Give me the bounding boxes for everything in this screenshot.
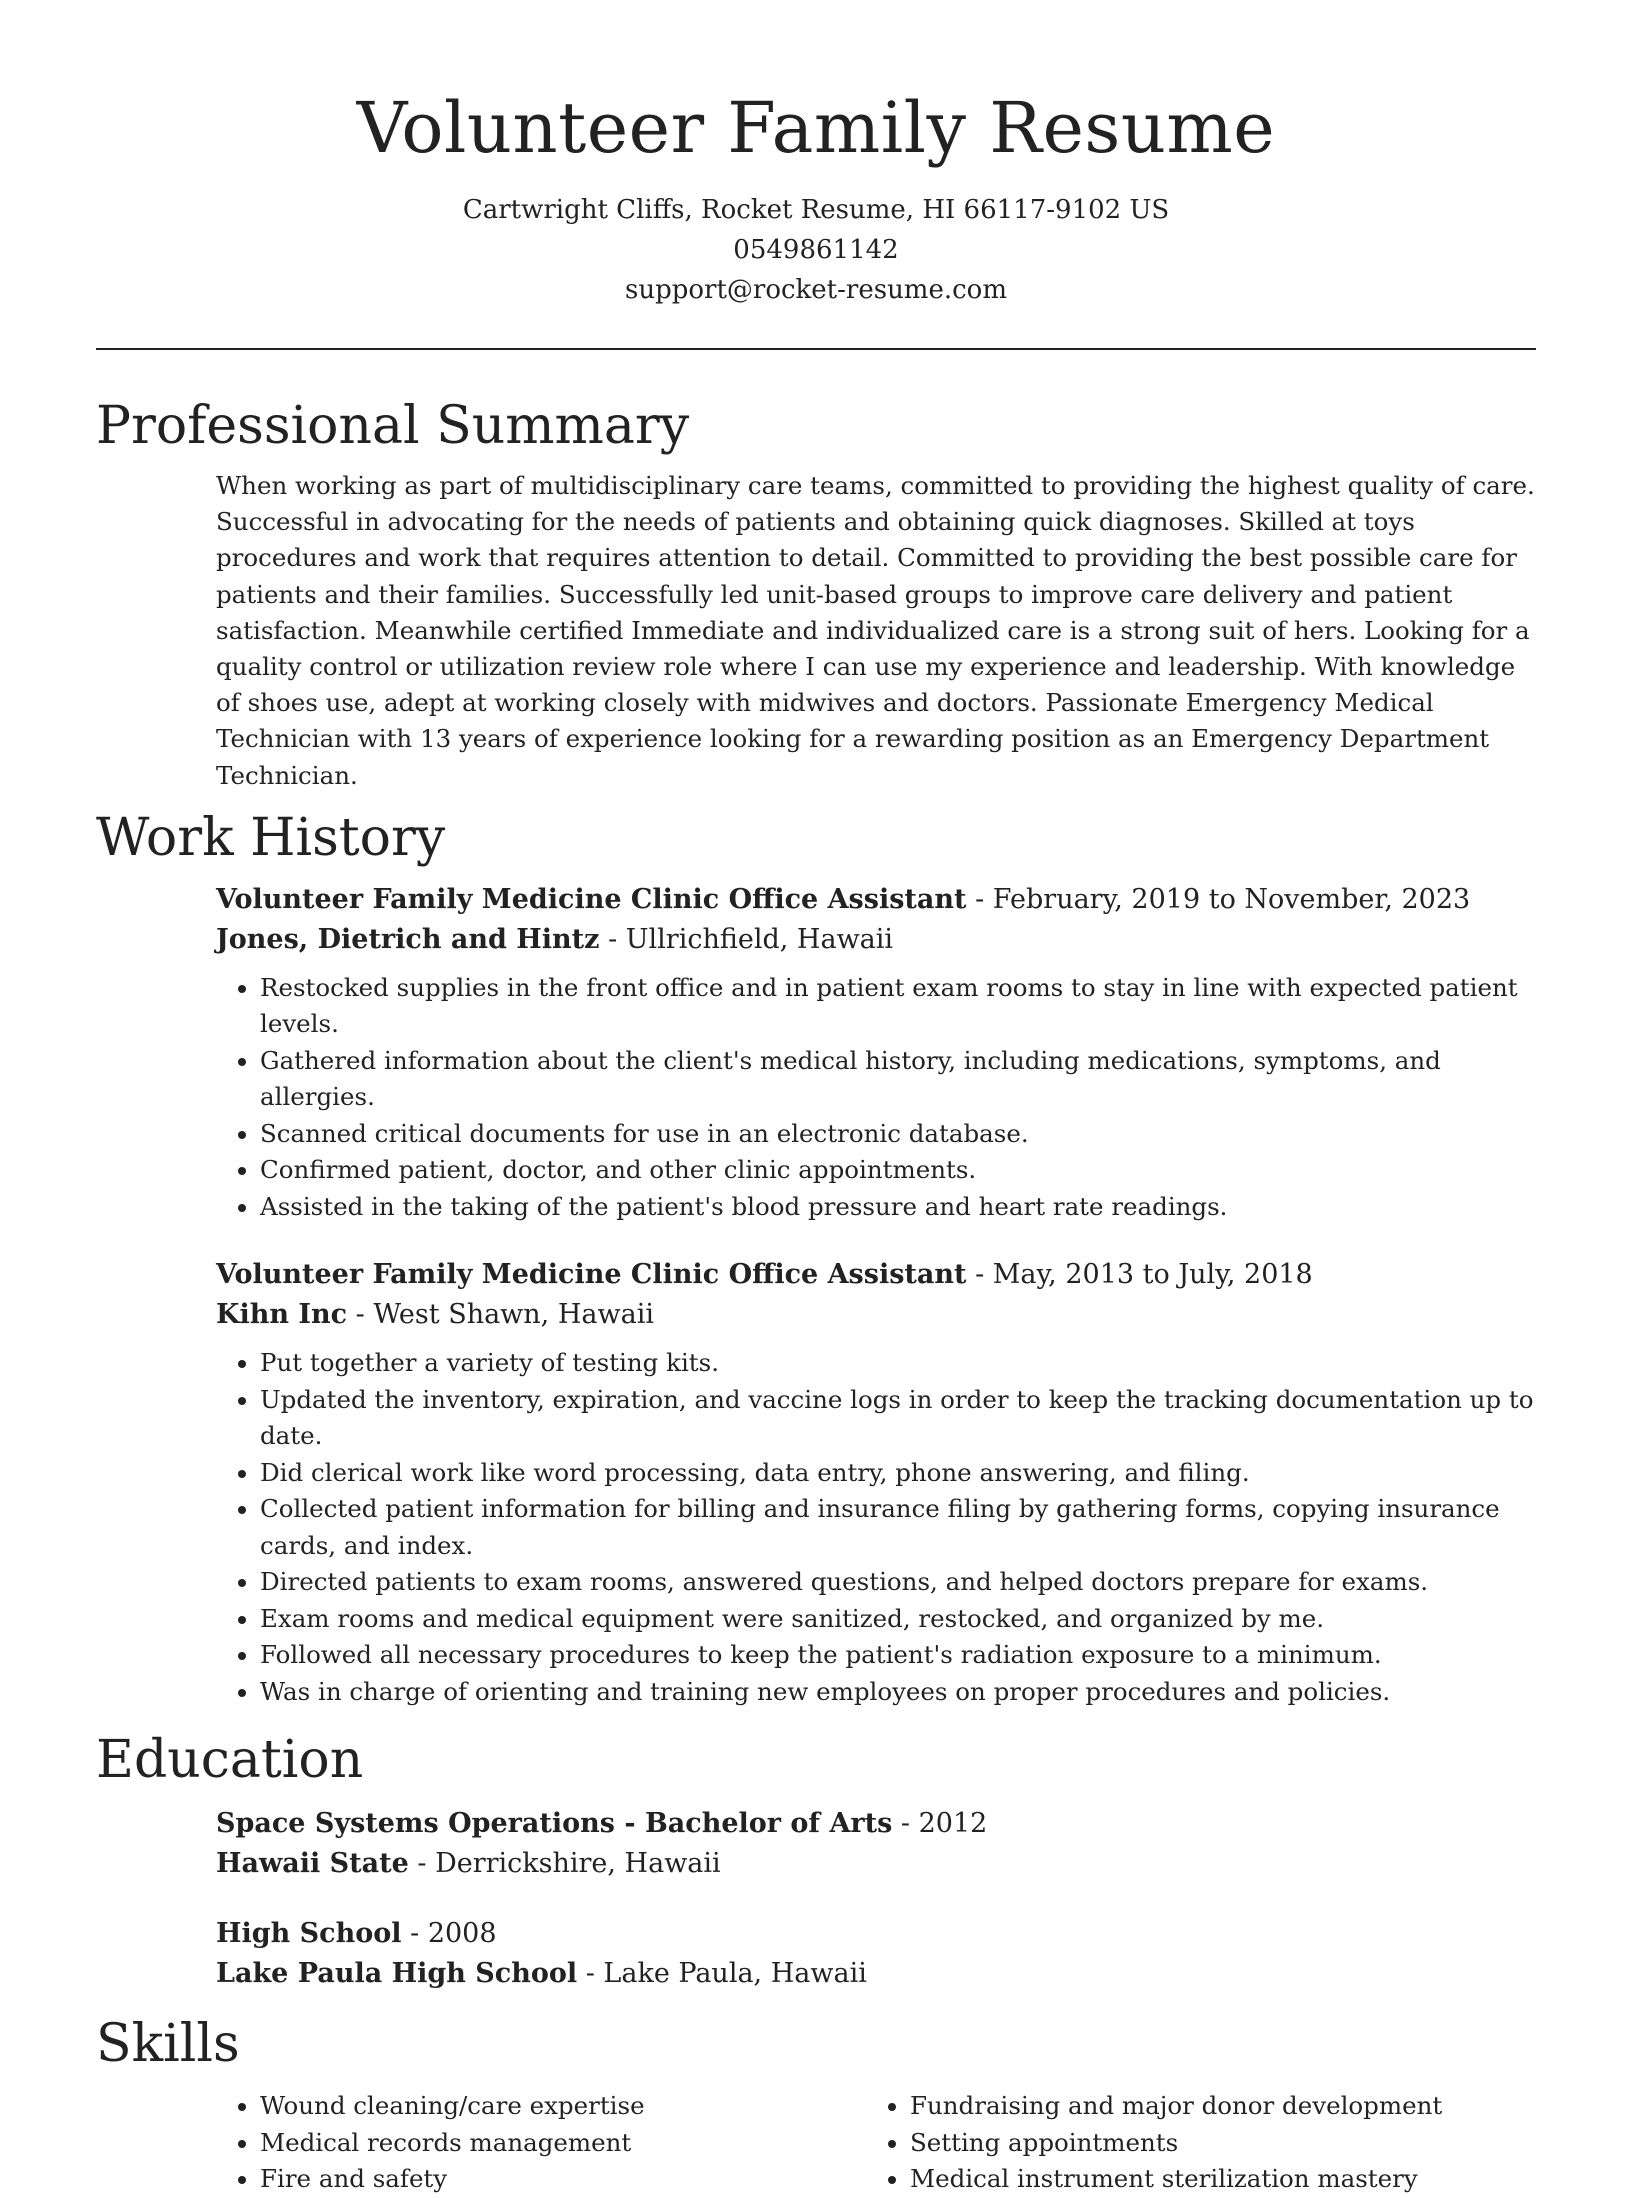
contact-address: Cartwright Cliffs, Rocket Resume, HI 66117-9102 US [462, 195, 1170, 225]
job-dates: - May, 2013 to July, 2018 [966, 1259, 1313, 1291]
work-history-section [96, 880, 1536, 1711]
list-item: • Scanned critical documents for use in an electronic database. [260, 1116, 1536, 1153]
education-location: - Derrickshire, Hawaii [408, 1848, 721, 1880]
list-item: • Assisted in the taking of the patient's blood pressure and heart rate readings. [260, 1189, 1536, 1226]
summary-section [96, 468, 1536, 794]
job-entry [216, 1255, 1536, 1710]
education-degree-line [216, 1804, 1536, 1844]
list-item: • Gathered information about the client's medical history, including medications, symptoms, and allergies. [260, 1043, 1536, 1116]
list-item: • Followed all necessary procedures to keep the patient's radiation exposure to a minimum. [260, 1637, 1536, 1674]
education-entry [216, 1914, 1536, 1994]
summary-text: When working as part of multidisciplinary care teams, committed to providing the highest quality of care. Successful in advocating for the needs of patients and obtaining quick diagnoses. Skilled at toys procedures and work that requires attention to detail. Committed to providing the best possible care for patients and their families. Successfully led unit-based groups to improve care delivery and patient satisfaction. Meanwhile certified Immediate and individualized care is a strong suit of hers. Looking for a quality control or utilization review role where I can use my experience and leadership. With knowledge of shoes use, adept at working closely with midwives and doctors. Passionate Emergency Medical Technician with 13 years of experience looking for a rewarding position as an Emergency Department Technician. [216, 471, 1535, 790]
work-history-heading: Work History [96, 807, 446, 868]
skill-item: • Medical instrument sterilization mastery [910, 2161, 1536, 2198]
education-entry [216, 1804, 1536, 1884]
job-duties-list [216, 1345, 1536, 1710]
skill-item: • Wound cleaning/care expertise [260, 2088, 866, 2125]
education-location: - Lake Paula, Hawaii [577, 1958, 867, 1990]
skills-list-right [866, 2088, 1536, 2198]
education-degree: Space Systems Operations - Bachelor of Arts [216, 1808, 893, 1840]
skill-item: • Medical records management [260, 2125, 866, 2162]
contact-block [96, 190, 1536, 310]
job-dates: - February, 2019 to November, 2023 [966, 883, 1471, 915]
job-company: Jones, Dietrich and Hintz [216, 923, 600, 955]
job-company: Kihn Inc [216, 1299, 348, 1331]
list-item: • Collected patient information for billing and insurance filing by gathering forms, copying insurance cards, and index. [260, 1491, 1536, 1564]
list-item: • Restocked supplies in the front office and in patient exam rooms to stay in line with expected patient levels. [260, 970, 1536, 1043]
education-school-line [216, 1954, 1536, 1994]
contact-email: support@rocket-resume.com [624, 275, 1007, 305]
job-location: - Ullrichfield, Hawaii [599, 923, 894, 955]
list-item: • Put together a variety of testing kits. [260, 1345, 1536, 1382]
education-school: Hawaii State [216, 1848, 409, 1880]
contact-phone: 0549861142 [733, 235, 899, 265]
job-location: - West Shawn, Hawaii [347, 1299, 654, 1331]
skill-item: • Fundraising and major donor development [910, 2088, 1536, 2125]
education-year: - 2008 [401, 1918, 497, 1950]
skill-item: • Setting appointments [910, 2125, 1536, 2162]
job-title-line [216, 1255, 1536, 1295]
education-degree-line [216, 1914, 1536, 1954]
education-heading: Education [96, 1730, 364, 1791]
job-company-line [216, 920, 1536, 960]
list-item: • Did clerical work like word processing, data entry, phone answering, and filing. [260, 1455, 1536, 1492]
list-item: • Confirmed patient, doctor, and other clinic appointments. [260, 1152, 1536, 1189]
list-item: • Was in charge of orienting and training new employees on proper procedures and policies. [260, 1674, 1536, 1711]
skills-section [96, 2080, 1536, 2198]
job-role: Volunteer Family Medicine Clinic Office Assistant [216, 1259, 967, 1291]
list-item: • Exam rooms and medical equipment were sanitized, restocked, and organized by me. [260, 1601, 1536, 1638]
list-item: • Updated the inventory, expiration, and vaccine logs in order to keep the tracking documentation up to date. [260, 1382, 1536, 1455]
job-company-line [216, 1295, 1536, 1335]
education-year: - 2012 [892, 1808, 988, 1840]
list-item: • Directed patients to exam rooms, answered questions, and helped doctors prepare for exams. [260, 1564, 1536, 1601]
job-entry [216, 880, 1536, 1226]
resume-name: Volunteer Family Resume [356, 87, 1276, 169]
job-duties-list [216, 970, 1536, 1226]
education-degree: High School [216, 1918, 402, 1950]
education-school-line [216, 1844, 1536, 1884]
job-title-line [216, 880, 1536, 920]
skills-list-left [216, 2088, 866, 2198]
summary-heading: Professional Summary [96, 396, 690, 456]
skills-heading: Skills [96, 2014, 240, 2075]
header-divider [96, 348, 1536, 350]
job-role: Volunteer Family Medicine Clinic Office Assistant [216, 883, 967, 915]
education-school: Lake Paula High School [216, 1958, 578, 1990]
resume-header [96, 0, 1536, 310]
skill-item: • Fire and safety [260, 2161, 866, 2198]
education-section [96, 1804, 1536, 1994]
